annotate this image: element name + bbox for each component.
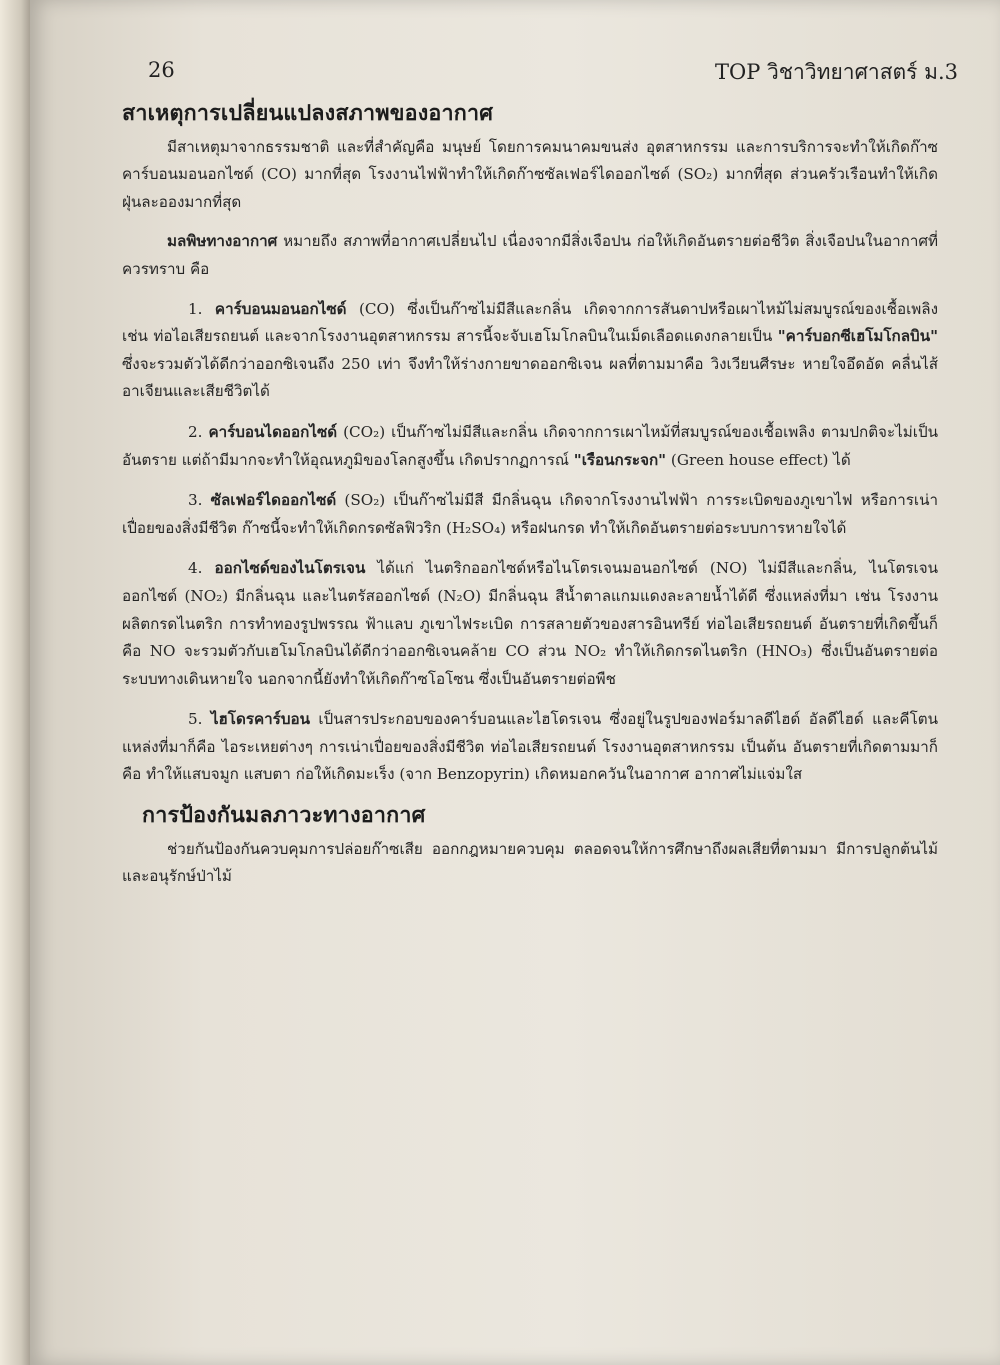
prevention-paragraph: ช่วยกันป้องกันควบคุมการปล่อยก๊าซเสีย ออกกฎหมายควบคุม ตลอดจนให้การศึกษาถึงผลเสียที่ตามมา มีการปลูกต้นไม้ และอนุรักษ์ป่าไม้ — [122, 839, 938, 886]
page-content — [122, 100, 938, 903]
pollution-term: มลพิษทางอากาศ — [167, 232, 278, 251]
pollutant-item-co — [122, 296, 938, 406]
pollution-definition-text: หมายถึง สภาพที่อากาศเปลี่ยนไป เนื่องจากมีสิ่งเจือปน ก่อให้เกิดอันตรายต่อชีวิต สิ่งเจือปนในอากาศที่ควรทราบ คือ — [122, 232, 938, 278]
item-bold-term: "คาร์บอกซีเฮโมโกลบิน" — [777, 327, 938, 346]
running-header-title: TOP วิชาวิทยาศาสตร์ ม.3 — [714, 60, 958, 84]
item-term: คาร์บอนมอนอกไซด์ — [214, 299, 347, 318]
item-body: (SO₂) เป็นก๊าซไม่มีสี มีกลิ่นฉุน เกิดจากโรงงานไฟฟ้า การระเบิดของภูเขาไฟ หรือการเน่าเปื่อยของสิ่งมีชีวิต ก๊าซนี้จะทำให้เกิดกรดซัลฟิวริก (H₂SO₄) หรือฝนกรด ทำให้เกิดอันตรายต่อระบบการหายใจได้ — [122, 491, 938, 537]
item-term: ซัลเฟอร์ไดออกไซด์ — [210, 491, 337, 510]
item-term: ไฮโดรคาร์บอน — [210, 710, 310, 729]
item-bold-term: "เรือนกระจก" — [573, 450, 667, 469]
item-body: เป็นสารประกอบของคาร์บอนและไฮโดรเจน ซึ่งอยู่ในรูปของฟอร์มาลดีไฮด์ อัลดีไฮด์ และคีโตน แหล่งที่มาก็คือ ไอระเหยต่างๆ การเน่าเปื่อยของสิ่งมีชีวิต ท่อไอเสียรถยนต์ โรงงานอุตสาหกรรม เป็นต้น อันตรายที่เกิดตามมาก็คือ ทำให้แสบจมูก แสบตา ก่อให้เกิดมะเร็ง (จาก Benzopyrin) เกิดหมอกควันในอากาศ อากาศไม่แจ่มใส — [122, 710, 938, 784]
book-spine-edge — [0, 0, 30, 1365]
pollution-definition — [122, 228, 938, 283]
item-body: ได้แก่ ไนตริกออกไซด์หรือไนโตรเจนมอนอกไซด์ (NO) ไม่มีสีและกลิ่น, ไนโตรเจนออกไซด์ (NO₂) มีกลิ่นฉุน และไนตรัสออกไซด์ (N₂O) มีกลิ่นฉุน สีน้ำตาลแกมแดงละลายน้ำได้ดี ซึ่งแหล่งที่มา เช่น โรงงานผลิตกรดไนตริก การทำทองรูปพรรณ ฟ้าแลบ ภูเขาไฟระเบิด การสลายตัวของสารอินทรีย์ ท่อไอเสียรถยนต์ อันตรายที่เกิดขึ้นก็คือ NO จะรวมตัวกับเฮโมโกลบินได้ดีกว่าออกซิเจนคล้าย CO ส่วน NO₂ ทำให้เกิดกรดไนตริก (HNO₃) ซึ่งเป็นอันตรายต่อระบบทางเดินหายใจ นอกจากนี้ยังทำให้เกิดก๊าซโอโซน ซึ่งเป็นอันตรายต่อพืช — [122, 559, 938, 688]
pollutant-item-hydrocarbon — [122, 706, 938, 789]
pollutant-item-so2 — [122, 487, 938, 542]
item-number: 2. — [188, 422, 209, 441]
section-heading-causes: สาเหตุการเปลี่ยนแปลงสภาพของอากาศ — [122, 101, 494, 126]
pollutant-item-nox — [122, 555, 938, 693]
item-term: ออกไซด์ของไนโตรเจน — [214, 559, 366, 578]
item-term: คาร์บอนไดออกไซด์ — [208, 422, 338, 441]
item-number: 1. — [188, 299, 215, 318]
item-number: 4. — [188, 559, 215, 578]
item-body: (CO₂) เป็นก๊าซไม่มีสีและกลิ่น เกิดจากการเผาไหม้ที่สมบูรณ์ของเชื้อเพลิง ตามปกติจะไม่เป็นอันตราย แต่ถ้ามีมากจะทำให้อุณหภูมิของโลกสูงขึ้น เกิดปรากฏการณ์ — [122, 422, 938, 469]
item-number: 5. — [188, 710, 211, 729]
page-number: 26 — [148, 58, 175, 82]
pollutant-item-co2 — [122, 419, 938, 474]
item-number: 3. — [188, 491, 211, 510]
section-heading-prevention: การป้องกันมลภาวะทางอากาศ — [142, 803, 426, 829]
intro-paragraph: มีสาเหตุมาจากธรรมชาติ และที่สำคัญคือ มนุษย์ โดยการคมนาคมขนส่ง อุตสาหกรรม และการบริการจะทำให้เกิดก๊าซคาร์บอนมอนอกไซด์ (CO) มากที่สุด โรงงานไฟฟ้าทำให้เกิดก๊าซซัลเฟอร์ไดออกไซด์ (SO₂) มากที่สุด ส่วนครัวเรือนทำให้เกิดฝุ่นละอองมากที่สุด — [122, 137, 938, 211]
item-body-end: ซึ่งจะรวมตัวได้ดีกว่าออกซิเจนถึง 250 เท่า จึงทำให้ร่างกายขาดออกซิเจน ผลที่ตามมาคือ วิงเวียนศีรษะ หายใจอึดอัด คลื่นไส้อาเจียนและเสียชีวิตได้ — [122, 354, 938, 401]
item-body-end: (Green house effect) ได้ — [666, 450, 851, 469]
item-body: (CO) ซึ่งเป็นก๊าซไม่มีสีและกลิ่น เกิดจากการสันดาปหรือเผาไหม้ไม่สมบูรณ์ของเชื้อเพลิง เช่น ท่อไอเสียรถยนต์ และจากโรงงานอุตสาหกรรม สารนี้จะจับเฮโมโกลบินในเม็ดเลือดแดงกลายเป็น — [122, 299, 938, 346]
